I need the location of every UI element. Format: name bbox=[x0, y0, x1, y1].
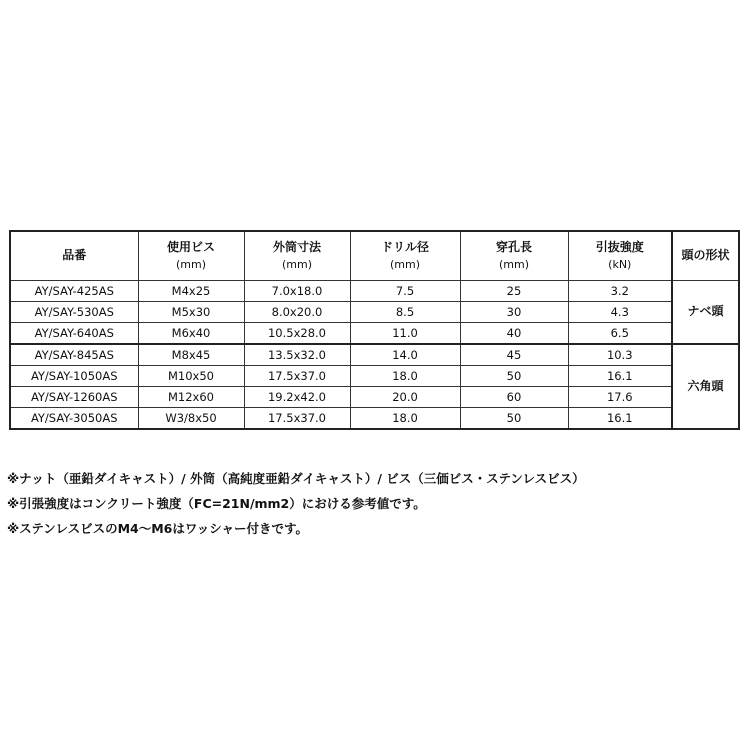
table-row bbox=[10, 344, 739, 366]
cell-head-shape-pan: ナベ頭 bbox=[672, 281, 739, 345]
footnote-materials: ※ナット（亜鉛ダイキャスト）/ 外筒（高純度亜鉛ダイキャスト）/ ビス（三価ビス・ステンレスビス） bbox=[7, 471, 585, 486]
cell-strength: 6.5 bbox=[568, 323, 672, 345]
footnotes bbox=[7, 466, 743, 541]
cell-drill: 18.0 bbox=[350, 366, 460, 387]
cell-depth: 50 bbox=[460, 366, 568, 387]
cell-sleeve: 17.5x37.0 bbox=[244, 366, 350, 387]
cell-strength: 16.1 bbox=[568, 408, 672, 430]
table-header-row bbox=[10, 231, 739, 281]
cell-screw: W3/8x50 bbox=[138, 408, 244, 430]
cell-sleeve: 13.5x32.0 bbox=[244, 344, 350, 366]
cell-drill: 11.0 bbox=[350, 323, 460, 345]
header-strength: 引抜強度 (kN) bbox=[568, 231, 672, 281]
cell-part: AY/SAY-1260AS bbox=[10, 387, 138, 408]
cell-strength: 16.1 bbox=[568, 366, 672, 387]
cell-sleeve: 8.0x20.0 bbox=[244, 302, 350, 323]
cell-drill: 8.5 bbox=[350, 302, 460, 323]
cell-strength: 4.3 bbox=[568, 302, 672, 323]
cell-screw: M4x25 bbox=[138, 281, 244, 302]
footnote-washer: ※ステンレスビスのM4～M6はワッシャー付きです。 bbox=[7, 521, 308, 536]
cell-depth: 45 bbox=[460, 344, 568, 366]
cell-drill: 14.0 bbox=[350, 344, 460, 366]
cell-part: AY/SAY-640AS bbox=[10, 323, 138, 345]
cell-screw: M6x40 bbox=[138, 323, 244, 345]
cell-drill: 20.0 bbox=[350, 387, 460, 408]
cell-screw: M8x45 bbox=[138, 344, 244, 366]
cell-part: AY/SAY-1050AS bbox=[10, 366, 138, 387]
cell-part: AY/SAY-425AS bbox=[10, 281, 138, 302]
cell-screw: M10x50 bbox=[138, 366, 244, 387]
cell-part: AY/SAY-845AS bbox=[10, 344, 138, 366]
cell-sleeve: 19.2x42.0 bbox=[244, 387, 350, 408]
header-depth: 穿孔長 (mm) bbox=[460, 231, 568, 281]
cell-depth: 30 bbox=[460, 302, 568, 323]
cell-depth: 50 bbox=[460, 408, 568, 430]
cell-part: AY/SAY-3050AS bbox=[10, 408, 138, 430]
spec-table bbox=[9, 230, 740, 430]
table-row bbox=[10, 281, 739, 302]
cell-depth: 60 bbox=[460, 387, 568, 408]
table-row bbox=[10, 408, 739, 430]
table-row bbox=[10, 387, 739, 408]
header-sleeve: 外筒寸法 (mm) bbox=[244, 231, 350, 281]
cell-strength: 3.2 bbox=[568, 281, 672, 302]
cell-depth: 40 bbox=[460, 323, 568, 345]
footnote-strength: ※引張強度はコンクリート強度（FC=21N/mm2）における参考値です。 bbox=[7, 496, 426, 511]
cell-sleeve: 7.0x18.0 bbox=[244, 281, 350, 302]
cell-screw: M5x30 bbox=[138, 302, 244, 323]
cell-sleeve: 10.5x28.0 bbox=[244, 323, 350, 345]
cell-drill: 18.0 bbox=[350, 408, 460, 430]
cell-depth: 25 bbox=[460, 281, 568, 302]
header-drill: ドリル径 (mm) bbox=[350, 231, 460, 281]
cell-strength: 10.3 bbox=[568, 344, 672, 366]
table-row bbox=[10, 302, 739, 323]
cell-head-shape-hex: 六角頭 bbox=[672, 344, 739, 429]
cell-strength: 17.6 bbox=[568, 387, 672, 408]
header-head-shape: 頭の形状 bbox=[672, 231, 739, 281]
table-row bbox=[10, 323, 739, 345]
cell-sleeve: 17.5x37.0 bbox=[244, 408, 350, 430]
header-screw: 使用ビス (mm) bbox=[138, 231, 244, 281]
cell-drill: 7.5 bbox=[350, 281, 460, 302]
cell-screw: M12x60 bbox=[138, 387, 244, 408]
header-part-number: 品番 bbox=[10, 231, 138, 281]
table-row bbox=[10, 366, 739, 387]
cell-part: AY/SAY-530AS bbox=[10, 302, 138, 323]
